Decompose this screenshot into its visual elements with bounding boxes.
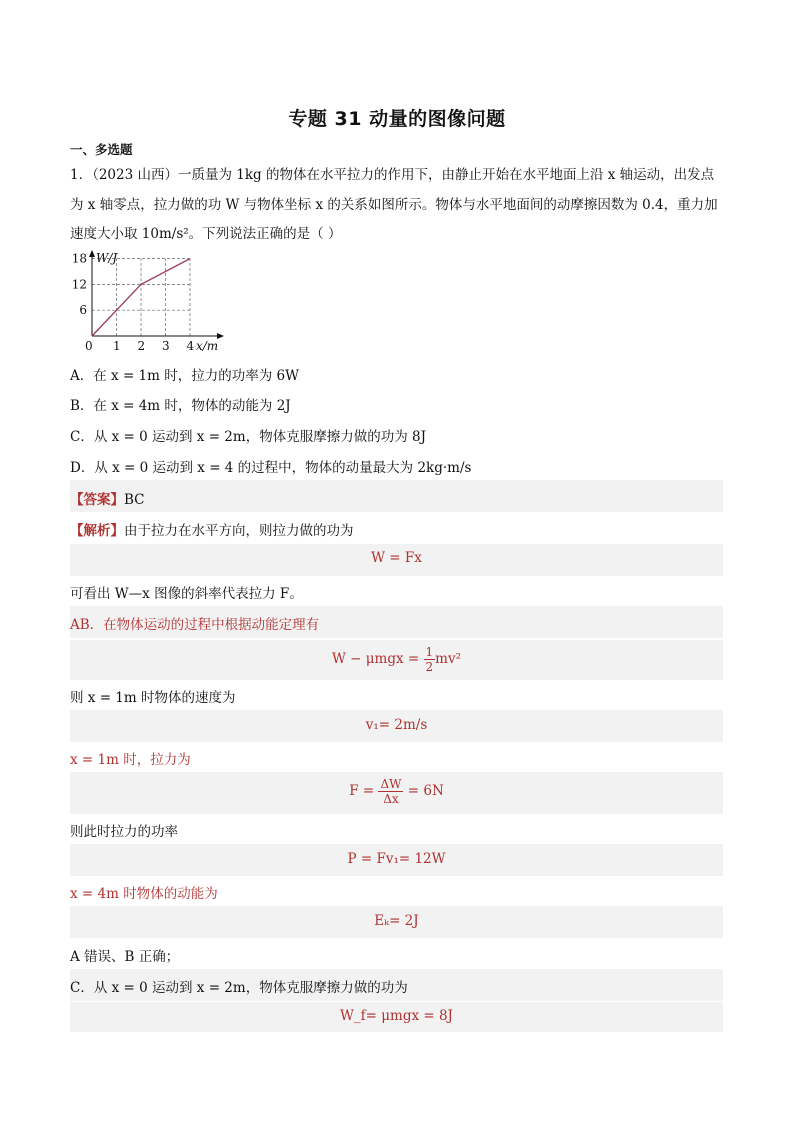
eq4-den: Δx — [383, 792, 399, 806]
analysis-text-7: x = 4m 时物体的动能为 — [70, 886, 218, 902]
analysis-text-6: 则此时拉力的功率 — [70, 824, 178, 840]
eq4-fraction — [378, 777, 403, 806]
x-axis-label: x/m — [196, 339, 219, 353]
section-heading: 一、多选题 — [70, 142, 133, 157]
equation-5: P = Fv₁= 12W — [347, 851, 446, 867]
w-x-chart — [66, 250, 236, 358]
y-tick-label: 18 — [71, 251, 87, 266]
equation-2 — [70, 645, 723, 674]
analysis-text-2: 可看出 W—x 图像的斜率代表拉力 F。 — [70, 586, 303, 602]
option-c: C．从 x = 0 运动到 x = 2m，物体克服摩擦力做的功为 8J — [70, 429, 426, 445]
analysis-text-5: x = 1m 时，拉力为 — [70, 752, 191, 768]
analysis-text-4: 则 x = 1m 时物体的速度为 — [70, 690, 236, 706]
equation-1: W = Fx — [371, 550, 422, 566]
analysis-text-3: AB．在物体运动的过程中根据动能定理有 — [70, 617, 320, 633]
answer-band — [70, 480, 723, 512]
y-tick-label: 12 — [71, 277, 87, 292]
question-line-2: 为 x 轴零点，拉力做的功 W 与物体坐标 x 的关系如图所示。物体与水平地面间的动摩擦因数为 0.4，重力加 — [70, 197, 718, 213]
equation-6: Eₖ= 2J — [374, 913, 419, 929]
x-tick-label: 2 — [137, 339, 146, 353]
option-a: A．在 x = 1m 时，拉力的功率为 6W — [70, 368, 299, 384]
question-line-1: 1．（2023 山西）一质量为 1kg 的物体在水平拉力的作用下，由静止开始在水平地面上沿 x 轴运动，出发点 — [70, 167, 715, 183]
option-b: B．在 x = 4m 时，物体的动能为 2J — [70, 398, 291, 414]
equation-3: v₁= 2m/s — [365, 717, 428, 733]
answer-block — [70, 488, 145, 508]
equation-7: W_f= μmgx = 8J — [340, 1008, 453, 1024]
answer-value: BC — [124, 492, 145, 508]
option-d: D．从 x = 0 运动到 x = 4 的过程中，物体的动量最大为 2kg·m/s — [70, 460, 472, 476]
question-line-3: 速度大小取 10m/s²。下列说法正确的是（ ） — [70, 226, 342, 242]
eq4-right: = 6N — [403, 783, 444, 799]
analysis-block — [70, 519, 354, 539]
eq2-den: 2 — [425, 660, 434, 674]
x-tick-label: 4 — [186, 339, 195, 353]
analysis-text-8: A 错误、B 正确； — [70, 949, 180, 965]
page-title: 专题 31 动量的图像问题 — [288, 108, 506, 130]
eq4-left: F = — [349, 783, 379, 799]
y-axis-label: W/J — [96, 251, 118, 265]
y-tick-label: 6 — [79, 303, 87, 318]
eq2-fraction — [424, 645, 436, 674]
x-tick-label: 0 — [85, 339, 93, 353]
y-axis-arrow — [89, 250, 95, 257]
x-tick-label: 3 — [162, 339, 170, 353]
answer-label: 【答案】 — [70, 492, 124, 508]
x-tick-label: 1 — [113, 339, 121, 353]
analysis-label: 【解析】 — [70, 523, 124, 539]
eq2-right: mv² — [435, 651, 461, 667]
eq2-num: 1 — [425, 645, 434, 659]
equation-4 — [70, 777, 723, 806]
eq4-num: ΔW — [380, 777, 402, 791]
eq2-left: W − μmgx = — [332, 651, 424, 667]
analysis-text-9: C．从 x = 0 运动到 x = 2m，物体克服摩擦力做的功为 — [70, 980, 408, 996]
analysis-text-1: 由于拉力在水平方向，则拉力做的功为 — [124, 523, 354, 539]
chart-ticks — [72, 251, 218, 353]
chart-grid — [92, 259, 190, 336]
